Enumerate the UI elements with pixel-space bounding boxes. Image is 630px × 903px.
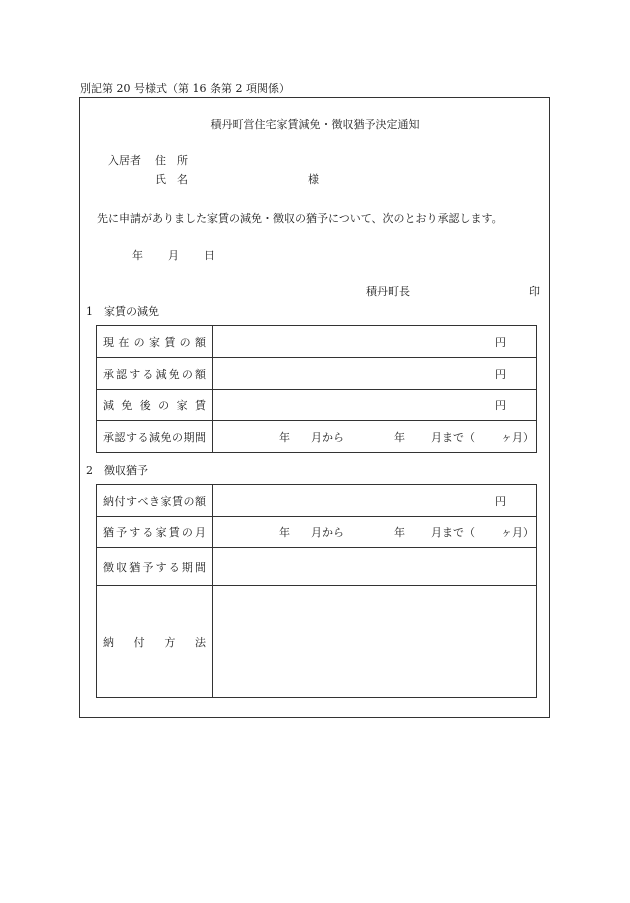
label-text: 納 付 方 法	[103, 635, 206, 649]
date-day: 日	[204, 249, 215, 262]
section1-heading: 1 家賃の減免	[86, 305, 159, 318]
table-row	[97, 517, 537, 548]
reduction-period-field[interactable]	[213, 421, 537, 453]
form-title: 積丹町営住宅家賃減免・徴収猶予決定通知	[210, 118, 420, 131]
table-row	[97, 548, 537, 586]
table-row	[97, 358, 537, 390]
period-months: ヶ月）	[501, 526, 534, 539]
field-label	[97, 358, 213, 390]
issuer-seal: 印	[529, 285, 540, 298]
label-text: 承 認 す る 減 免 の 期 間	[103, 430, 206, 444]
label-text: 徴 収 猶 予 す る 期 間	[103, 560, 206, 574]
collection-deferral-table	[96, 484, 537, 698]
label-text: 承 認 す る 減 免 の 額	[103, 367, 206, 381]
field-label	[97, 586, 213, 698]
rent-reduction-table	[96, 325, 537, 453]
field-label	[97, 485, 213, 517]
payable-rent-field[interactable]: 円	[213, 485, 537, 517]
label-text: 猶 予 す る 家 賃 の 月	[103, 526, 206, 539]
date-month: 月	[168, 249, 179, 262]
deferral-duration-field[interactable]	[213, 548, 537, 586]
label-text: 現 在 の 家 賃 の 額	[103, 335, 206, 349]
approved-reduction-field[interactable]: 円	[213, 358, 537, 390]
form-number: 別記第 20 号様式（第 16 条第 2 項関係）	[80, 82, 290, 95]
period-from: 月から	[311, 430, 344, 444]
period-until: 月まで（	[431, 430, 475, 444]
name-label: 氏 名	[155, 173, 188, 186]
label-text: 納 付 す べ き 家 賃 の 額	[103, 494, 206, 508]
rent-after-reduction-field[interactable]: 円	[213, 390, 537, 421]
table-row	[97, 586, 537, 698]
table-row	[97, 421, 537, 453]
field-label	[97, 326, 213, 358]
table-row	[97, 326, 537, 358]
deferred-months-field[interactable]	[213, 517, 537, 548]
address-label: 住 所	[155, 154, 188, 167]
table-row	[97, 485, 537, 517]
period-year-1: 年	[279, 430, 290, 444]
period-from: 月から	[311, 526, 344, 539]
honorific: 様	[308, 173, 319, 186]
period-year-1: 年	[279, 526, 290, 539]
period-year-2: 年	[394, 430, 405, 444]
period-until: 月まで（	[431, 526, 475, 539]
current-rent-field[interactable]: 円	[213, 326, 537, 358]
section2-heading: 2 徴収猶予	[86, 464, 148, 477]
period-months: ヶ月）	[501, 430, 534, 444]
table-row	[97, 390, 537, 421]
field-label	[97, 421, 213, 453]
date-year: 年	[132, 249, 143, 262]
issuer-name: 積丹町長	[366, 285, 410, 298]
field-label	[97, 517, 213, 548]
label-text: 減 免 後 の 家 賃	[103, 399, 206, 412]
period-year-2: 年	[394, 526, 405, 539]
field-label	[97, 390, 213, 421]
tenant-label: 入居者	[108, 154, 141, 167]
intro-text: 先に申請がありました家賃の減免・徴収の猶予について、次のとおり承認します。	[97, 212, 503, 225]
field-label	[97, 548, 213, 586]
payment-method-field[interactable]	[213, 586, 537, 698]
